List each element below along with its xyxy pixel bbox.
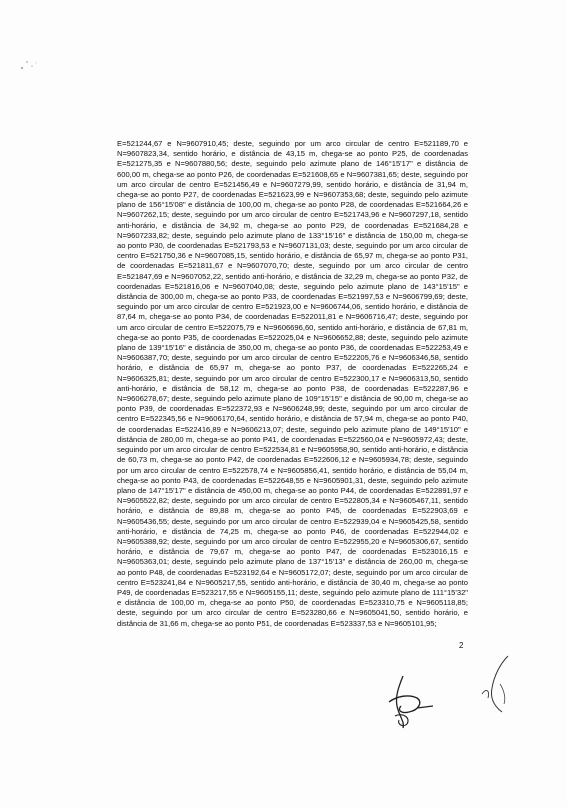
signature-mark	[383, 672, 435, 732]
scan-speck-mark	[18, 58, 40, 72]
page-number: 2	[459, 641, 464, 650]
initials-mark	[478, 654, 518, 714]
property-boundary-description: E=521244,67 e N=9607910,45; deste, seguindo por um arco circular de centro E=521189,70 e N=9607823,34, sentido horário, e distância de 43,15 m, chega-se ao ponto P25, de coordenadas E=521275,35 e N=9607880,56; deste, seguindo pelo azimute plano de 146°15'17" e distância de 600,00 m, chega-se ao ponto P26, de coordenadas E=521608,65 e N=9607381,65; deste, seguindo por um arco circular de centro E=521456,49 e N=9607279,99, sentido horário, e distância de 31,94 m, chega-se ao ponto P27, de coordenadas E=521623,99 e N=9607353,68; deste, seguindo pelo azimute plano de 156°15'08" e distância de 100,00 m, chega-se ao ponto P28, de coordenadas E=521664,26 e N=9607262,15; deste, seguindo por um arco circular de centro E=521743,96 e N=9607297,18, sentido anti-horário, e distância de 34,92 m, chega-se ao ponto P29, de coordenadas E=521684,28 e N=9607233,82; deste, seguindo pelo azimute plano de 133°15'16" e distância de 150,00 m, chega-se ao ponto P30, de coordenadas E=521793,53 e N=9607131,03; deste, seguindo por um arco circular de centro E=521750,36 e N=9607085,15, sentido horário, e distância de 65,97 m, chega-se ao ponto P31, de coordenadas E=521811,67 e N=9607070,70; deste, seguindo por um arco circular de centro E=521847,69 e N=9607052,22, sentido anti-horário, e distância de 32,29 m, chega-se ao ponto P32, de coordenadas E=521816,06 e N=9607040,08; deste, seguindo pelo azimute plano de 143°15'15" e distância de 300,00 m, chega-se ao ponto P33, de coordenadas E=521997,53 e N=9606799,69; deste, seguindo por um arco circular de centro E=521923,00 e N=9606744,06, sentido horário, e distância de 87,64 m, chega-se ao ponto P34, de coordenadas E=522011,81 e N=9606716,47; deste, seguindo por um arco circular de centro E=522075,79 e N=9606696,60, sentido anti-horário, e distância de 67,81 m, chega-se ao ponto P35, de coordenadas E=522025,04 e N=9606652,88; deste, seguindo pelo azimute plano de 139°15'16" e distância de 350,00 m, chega-se ao ponto P36, de coordenadas E=522253,49 e N=9606387,70; deste, seguindo por um arco circular de centro E=522205,76 e N=9606346,58, sentido horário, e distância de 65,97 m, chega-se ao ponto P37, de coordenadas E=522265,24 e N=9606325,81; deste, seguindo por um arco circular de centro E=522300,17 e N=9606313,50, sentido anti-horário, e distância de 58,12 m, chega-se ao ponto P38, de coordenadas E=522287,96 e N=9606278,67; deste, seguindo pelo azimute plano de 109°15'15" e distância de 90,00 m, chega-se ao ponto P39, de coordenadas E=522372,93 e N=9606248,99; deste, seguindo por um arco circular de centro E=522345,56 e N=9606170,64, sentido horário, e distância de 57,94 m, chega-se ao ponto P40, de coordenadas E=522416,89 e N=9606213,07; deste, seguindo pelo azimute plano de 149°15'10" e distância de 280,00 m, chega-se ao ponto P41, de coordenadas E=522560,04 e N=9605972,43; deste, seguindo por um arco circular de centro E=522534,81 e N=9605958,90, sentido anti-horário, e distância de 60,73 m, chega-se ao ponto P42, de coordenadas E=522606,12 e N=9605934,78; deste, seguindo por um arco circular de centro E=522578,74 e N=9605856,41, sentido horário, e distância de 55,04 m, chega-se ao ponto P43, de coordenadas E=522648,55 e N=9605901,31, deste, seguindo pelo azimute plano de 147°15'17" e distância de 450,00 m, chega-se ao ponto P44, de coordenadas E=522891,97 e N=9605522,82; deste, seguindo por um arco circular de centro E=522805,34 e N=9605467,11, sentido horário, e distância de 89,88 m, chega-se ao ponto P45, de coordenadas E=522903,69 e N=9605436,55; deste, seguindo por um arco circular de centro E=522939,04 e N=9605425,58, sentido anti-horário, e distância de 74,25 m, chega-se ao ponto P46, de coordenadas E=522944,02 e N=9605388,92; deste, seguindo por um arco circular de centro E=522955,20 e N=9605306,67, sentido horário, e distância de 79,67 m, chega-se ao ponto P47, de coordenadas E=523016,15 e N=9605363,01; deste, seguindo pelo azimute plano de 137°15'13" e distância de 260,00 m, chega-se ao ponto P48, de coordenadas E=523192,64 e N=9605172,07; deste, seguindo por um arco circular de centro E=523241,84 e N=9605217,55, sentido anti-horário, e distância de 30,40 m, chega-se ao ponto P49, de coordenadas E=523217,55 e N=9605155,11; deste, seguindo pelo azimute plano de 111°15'32" e distância de 100,00 m, chega-se ao ponto P50, de coordenadas E=523310,75 e N=9605118,85; deste, seguindo por um arco circular de centro E=523280,66 e N=9605041,50, sentido horário, e distância de 31,66 m, chega-se ao ponto P51, de coordenadas E=523337,53 e N=9605101,95;	[117, 139, 468, 628]
